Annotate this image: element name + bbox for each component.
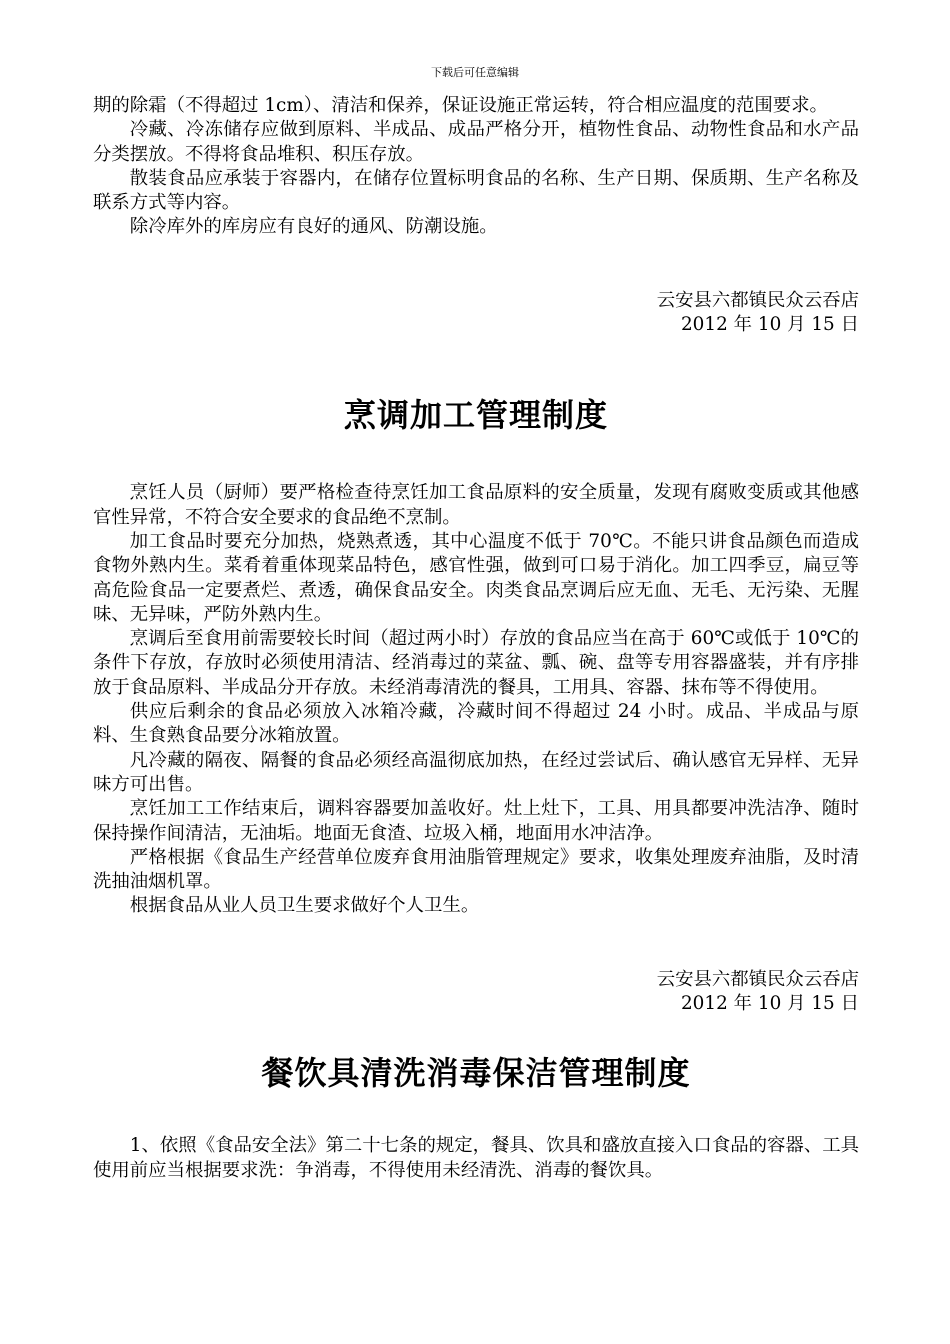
- cooking-paragraph: 严格根据《食品生产经营单位废弃食用油脂管理规定》要求，收集处理废弃油脂，及时清洗抽油烟机罩。: [93, 846, 859, 893]
- signature-date: 2012 年 10 月 15 日: [680, 314, 859, 336]
- cooking-paragraph: 供应后剩余的食品必须放入冰箱冷藏，冷藏时间不得超过 24 小时。成品、半成品与原料、生食熟食品要分冰箱放置。: [93, 701, 859, 747]
- storage-paragraph: 期的除霜（不得超过 1cm）、清洁和保养，保证设施正常运转，符合相应温度的范围要求。: [93, 95, 828, 116]
- section-title-cooking: 烹调加工管理制度: [343, 396, 608, 435]
- signature-date: 2012 年 10 月 15 日: [680, 993, 859, 1015]
- cooking-paragraph: 加工食品时要充分加热，烧熟煮透，其中心温度不低于 70℃。不能只讲食品颜色而造成食物外熟内生。菜肴着重体现菜品特色，感官性强，做到可口易于消化。加工四季豆，扁豆等高危险食品一定要煮烂、煮透，确保食品安全。肉类食品烹调后应无血、无毛、无污染、无腥味、无异味，严防外熟内生。: [93, 530, 859, 625]
- tableware-paragraph: 1、依照《食品安全法》第二十七条的规定，餐具、饮具和盛放直接入口食品的容器、工具使用前应当根据要求洗：争消毒，不得使用未经清洗、消毒的餐饮具。: [93, 1135, 859, 1181]
- storage-paragraph: 散装食品应承装于容器内，在储存位置标明食品的名称、生产日期、保质期、生产名称及联系方式等内容。: [93, 167, 859, 214]
- signature-org: 云安县六都镇民众云吞店: [656, 289, 859, 311]
- signature-org: 云安县六都镇民众云吞店: [656, 968, 859, 990]
- cooking-paragraph: 凡冷藏的隔夜、隔餐的食品必须经高温彻底加热，在经过尝试后、确认感官无异样、无异味方可出售。: [93, 749, 859, 795]
- storage-paragraph: 除冷库外的库房应有良好的通风、防潮设施。: [129, 216, 498, 238]
- section-title-tableware: 餐饮具清洗消毒保洁管理制度: [261, 1054, 691, 1093]
- cooking-paragraph: 烹饪人员（厨师）要严格检查待烹饪加工食品原料的安全质量，发现有腐败变质或其他感官性异常，不符合安全要求的食品绝不烹制。: [93, 482, 859, 528]
- storage-paragraph: 冷藏、冷冻储存应做到原料、半成品、成品严格分开，植物性食品、动物性食品和水产品分类摆放。不得将食品堆积、积压存放。: [93, 119, 859, 165]
- cooking-paragraph: 根据食品从业人员卫生要求做好个人卫生。: [129, 895, 480, 917]
- cooking-paragraph: 烹调后至食用前需要较长时间（超过两小时）存放的食品应当在高于 60℃或低于 10℃的条件下存放，存放时必须使用清洁、经消毒过的菜盆、瓢、碗、盘等专用容器盛装，并有序排放于食品原料、半成品分开存放。未经消毒清洗的餐具，工用具、容器、抹布等不得使用。: [93, 628, 859, 698]
- header-note: 下载后可任意编辑: [431, 66, 519, 79]
- document-body: [93, 94, 859, 1183]
- cooking-paragraph: 烹饪加工工作结束后，调料容器要加盖收好。灶上灶下，工具、用具都要冲洗洁净、随时保持操作间清洁，无油垢。地面无食渣、垃圾入桶，地面用水冲洁净。: [93, 798, 859, 844]
